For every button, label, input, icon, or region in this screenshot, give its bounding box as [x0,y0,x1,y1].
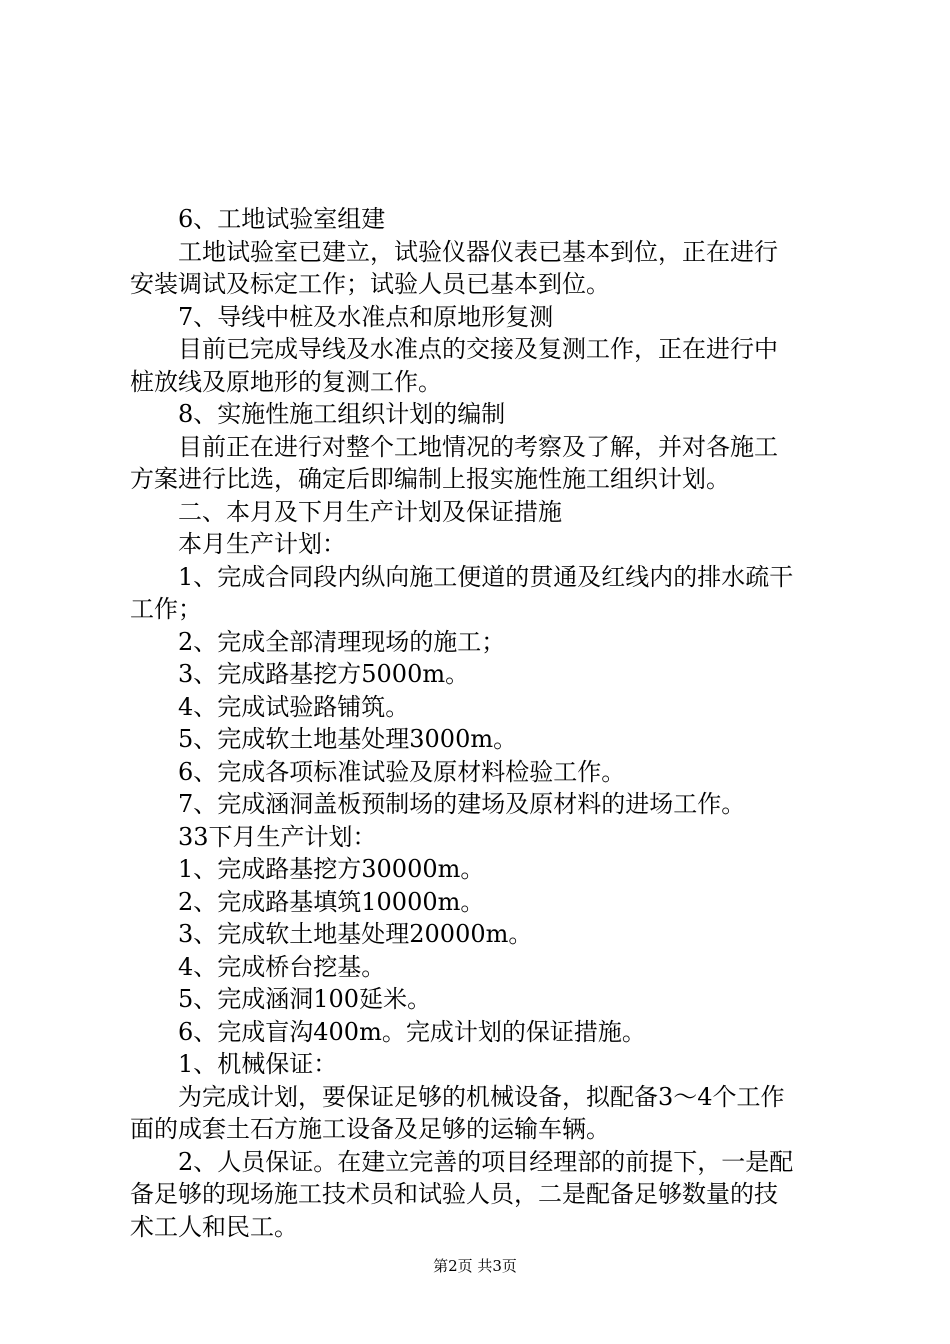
text-line: 安装调试及标定工作；试验人员已基本到位。 [130,270,610,298]
text-line: 2、完成全部清理现场的施工； [178,627,506,656]
text-line: 4、完成试验路铺筑。 [178,692,410,721]
text-line: 方案进行比选，确定后即编制上报实施性施工组织计划。 [130,465,730,493]
text-line: 本月生产计划： [178,530,346,558]
text-line: 7、完成涵洞盖板预制场的建场及原材料的进场工作。 [178,790,746,818]
text-line: 8、实施性施工组织计划的编制 [178,400,506,428]
text-line: 1、完成合同段内纵向施工便道的贯通及红线内的排水疏干 [178,562,794,591]
text-line: 1、机械保证： [178,1050,338,1078]
text-line: 6、完成盲沟400m。完成计划的保证措施。 [178,1017,646,1046]
text-line: 目前正在进行对整个工地情况的考察及了解，并对各施工 [178,432,778,461]
text-line: 2、人员保证。在建立完善的项目经理部的前提下，一是配 [178,1147,794,1176]
text-line: 3、完成路基挖方5000m。 [178,660,470,688]
text-line: 5、完成软土地基处理3000m。 [178,725,518,753]
text-line: 1、完成路基挖方30000m。 [178,855,485,883]
text-line: 目前已完成导线及水准点的交接及复测工作，正在进行中 [178,335,778,363]
text-line: 4、完成桥台挖基。 [178,952,386,981]
text-line: 7、导线中桩及水准点和原地形复测 [178,302,554,331]
text-line: 6、工地试验室组建 [178,205,386,233]
text-line: 桩放线及原地形的复测工作。 [130,367,442,396]
text-line: 33下月生产计划： [178,822,377,851]
text-line: 为完成计划，要保证足够的机械设备，拟配备3～4个工作 [178,1082,785,1111]
text-line: 术工人和民工。 [130,1212,298,1241]
page-footer: 第2页 共3页 [433,1257,517,1275]
text-line: 6、完成各项标准试验及原材料检验工作。 [178,757,626,786]
text-line: 3、完成软土地基处理20000m。 [178,920,533,948]
text-line: 5、完成涵洞100延米。 [178,985,432,1013]
text-line: 工作； [130,595,202,623]
text-line: 2、完成路基填筑10000m。 [178,887,485,916]
text-line: 工地试验室已建立，试验仪器仪表已基本到位，正在进行 [178,237,778,266]
text-line: 二、本月及下月生产计划及保证措施 [178,497,562,526]
text-line: 备足够的现场施工技术员和试验人员，二是配备足够数量的技 [130,1180,778,1208]
document-body [130,203,830,1243]
text-line: 面的成套土石方施工设备及足够的运输车辆。 [130,1115,610,1143]
